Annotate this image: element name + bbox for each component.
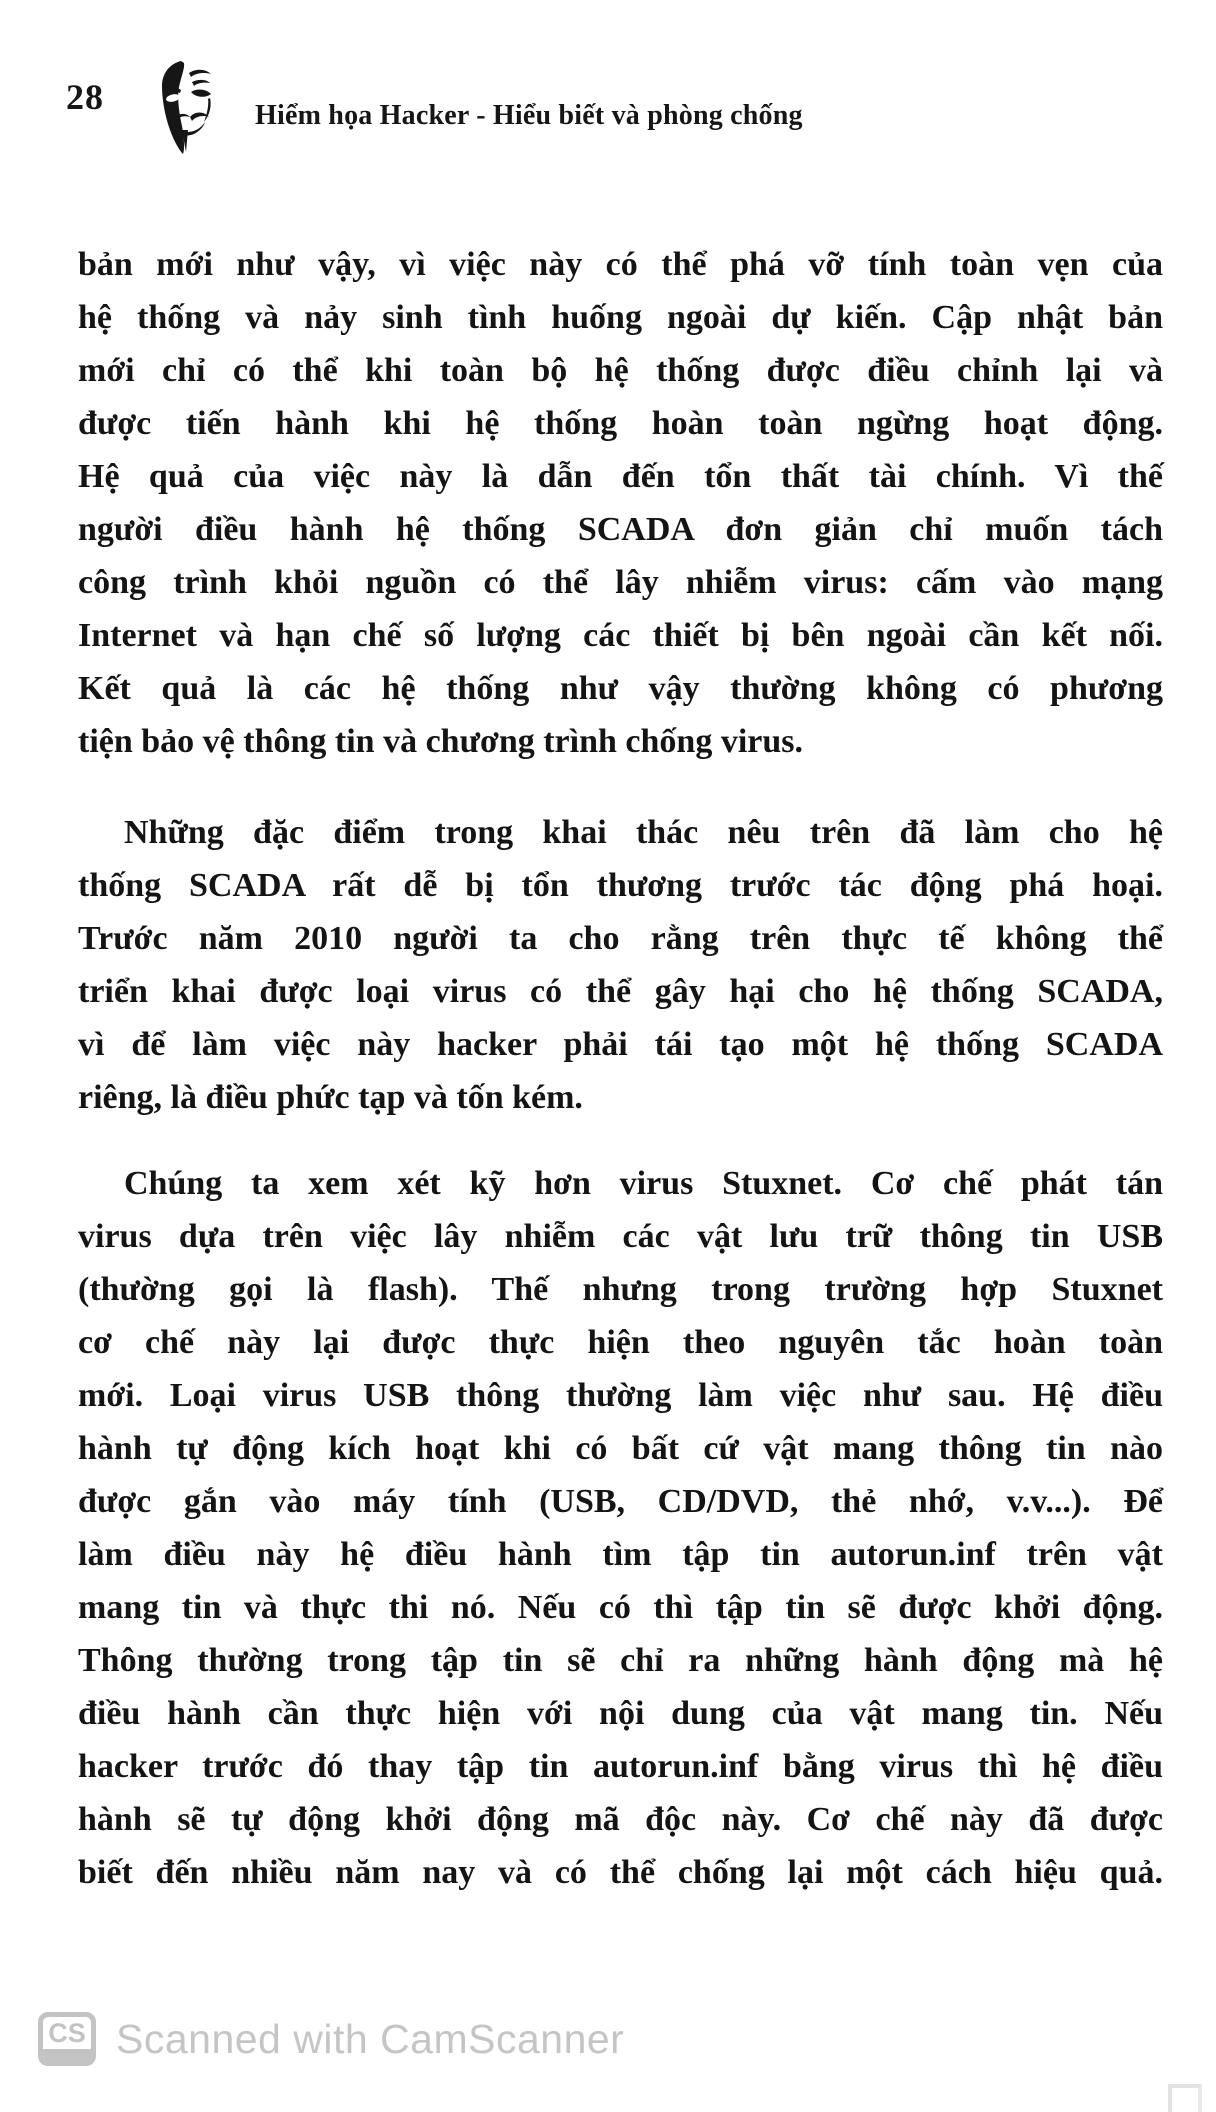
text-line: vì để làm việc này hacker phải tái tạo một hệ thống SCADA [78, 1026, 1163, 1063]
text-line: riêng, là điều phức tạp và tốn kém. [78, 1079, 583, 1116]
text-line: công trình khỏi nguồn có thể lây nhiễm virus: cấm vào mạng [78, 564, 1163, 601]
text-line: mới chỉ có thể khi toàn bộ hệ thống được điều chỉnh lại và [78, 352, 1163, 389]
scanned-with-camscanner-label: Scanned with CamScanner [116, 2015, 625, 2062]
text-line: Hệ quả của việc này là dẫn đến tổn thất tài chính. Vì thế [78, 458, 1163, 495]
text-line: hành tự động kích hoạt khi có bất cứ vật mang thông tin nào [78, 1430, 1163, 1467]
body-text [78, 238, 1163, 1899]
text-line: triển khai được loại virus có thể gây hại cho hệ thống SCADA, [78, 973, 1163, 1010]
text-line: người điều hành hệ thống SCADA đơn giản chỉ muốn tách [78, 511, 1163, 548]
text-line: Internet và hạn chế số lượng các thiết bị bên ngoài cần kết nối. [78, 617, 1163, 654]
text-line: hacker trước đó thay tập tin autorun.inf bằng virus thì hệ điều [78, 1748, 1163, 1785]
text-line: virus dựa trên việc lây nhiễm các vật lưu trữ thông tin USB [78, 1218, 1163, 1255]
text-line: hành sẽ tự động khởi động mã độc này. Cơ chế này đã được [78, 1801, 1163, 1838]
text-line: được tiến hành khi hệ thống hoàn toàn ngừng hoạt động. [78, 405, 1163, 442]
anonymous-mask-icon [150, 60, 218, 156]
text-line: cơ chế này lại được thực hiện theo nguyên tắc hoàn toàn [78, 1324, 1163, 1361]
camscanner-logo-icon [38, 2012, 96, 2066]
text-line: Chúng ta xem xét kỹ hơn virus Stuxnet. Cơ chế phát tán [124, 1165, 1163, 1202]
text-line: mang tin và thực thi nó. Nếu có thì tập tin sẽ được khởi động. [78, 1589, 1163, 1626]
page-number: 28 [66, 77, 104, 117]
text-line: thống SCADA rất dễ bị tổn thương trước tác động phá hoại. [78, 867, 1163, 904]
text-line: Những đặc điểm trong khai thác nêu trên đã làm cho hệ [124, 814, 1163, 851]
paragraph [78, 1157, 1163, 1899]
scan-corner-artifact [1168, 2084, 1202, 2112]
camscanner-watermark [38, 2012, 624, 2066]
text-line: mới. Loại virus USB thông thường làm việc như sau. Hệ điều [78, 1377, 1163, 1414]
text-line: được gắn vào máy tính (USB, CD/DVD, thẻ nhớ, v.v...). Để [78, 1483, 1163, 1520]
text-line: điều hành cần thực hiện với nội dung của vật mang tin. Nếu [78, 1695, 1163, 1732]
text-line: tiện bảo vệ thông tin và chương trình chống virus. [78, 723, 803, 760]
text-line: biết đến nhiều năm nay và có thể chống lại một cách hiệu quả. [78, 1854, 1163, 1891]
camscanner-logo-text: CS [48, 2018, 86, 2048]
text-line: Thông thường trong tập tin sẽ chỉ ra những hành động mà hệ [78, 1642, 1163, 1679]
text-line: hệ thống và nảy sinh tình huống ngoài dự kiến. Cập nhật bản [78, 299, 1163, 336]
text-line: bản mới như vậy, vì việc này có thể phá vỡ tính toàn vẹn của [78, 246, 1163, 283]
page-header [0, 0, 1216, 170]
text-line: làm điều này hệ điều hành tìm tập tin autorun.inf trên vật [78, 1536, 1163, 1573]
camscanner-logo-bar [43, 2049, 91, 2061]
text-line: Trước năm 2010 người ta cho rằng trên thực tế không thể [78, 920, 1163, 957]
running-title: Hiểm họa Hacker - Hiểu biết và phòng chống [255, 100, 803, 131]
text-line: Kết quả là các hệ thống như vậy thường không có phương [78, 670, 1163, 707]
paragraph [78, 238, 1163, 768]
paragraph [78, 806, 1163, 1124]
text-line: (thường gọi là flash). Thế nhưng trong trường hợp Stuxnet [78, 1271, 1163, 1308]
